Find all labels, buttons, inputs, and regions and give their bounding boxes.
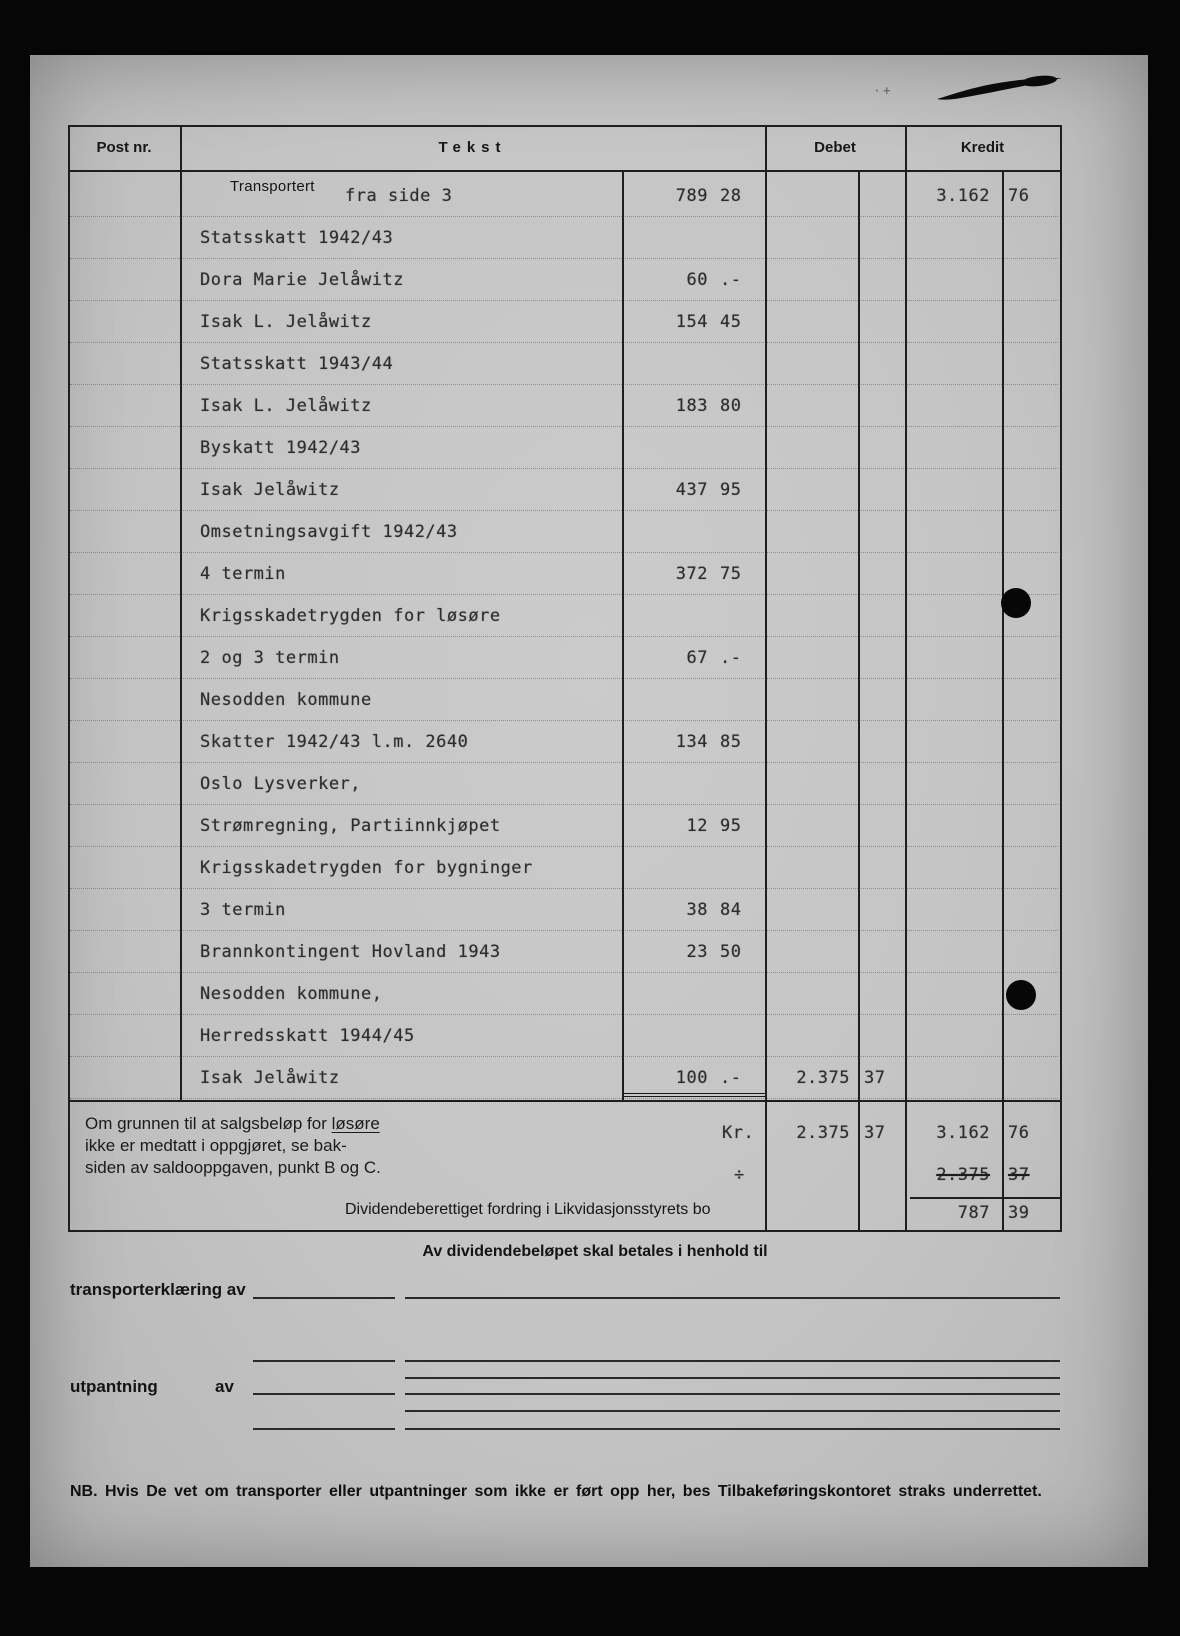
row-amount-ore: .- [720, 270, 742, 290]
row-kredit-kr: 3.162 [936, 186, 990, 206]
table-row [68, 469, 1060, 511]
note-line: ikke er medtatt i oppgjøret, se bak- [85, 1136, 347, 1155]
row-text: 4 termin [200, 564, 286, 584]
table-row [68, 595, 1060, 637]
row-text: Herredsskatt 1944/45 [200, 1026, 415, 1046]
row-text: Oslo Lysverker, [200, 774, 362, 794]
blank-line [405, 1360, 1060, 1362]
utpantning-label: utpantning [70, 1377, 158, 1396]
kr-label: Kr. [722, 1123, 755, 1143]
table-row [68, 847, 1060, 889]
table-row [68, 889, 1060, 931]
ink-mark [935, 73, 1065, 112]
transport-declaration-label: transporterklæring av [70, 1280, 246, 1299]
table-row [68, 217, 1060, 259]
grid-line [1060, 125, 1062, 1232]
row-amount-kr: 60 [686, 270, 708, 290]
row-text: Omsetningsavgift 1942/43 [200, 522, 458, 542]
row-text: Isak L. Jelåwitz [200, 312, 372, 332]
table-row [68, 259, 1060, 301]
row-text: Statsskatt 1942/43 [200, 228, 394, 248]
blank-line [253, 1297, 395, 1299]
transportert-label: Transportert [230, 178, 315, 195]
row-amount-kr: 38 [686, 900, 708, 920]
kredit-total-ore: 76 [1008, 1123, 1030, 1143]
table-row [68, 1015, 1060, 1057]
table-row [68, 427, 1060, 469]
subtraction-rule [910, 1197, 1060, 1199]
debet-total-ore: 37 [864, 1123, 886, 1143]
kredit-result-ore: 39 [1008, 1203, 1030, 1223]
kredit-result-kr: 787 [957, 1203, 990, 1223]
grid-line [68, 1230, 1062, 1232]
row-amount-kr: 437 [675, 480, 708, 500]
row-text: Isak L. Jelåwitz [200, 396, 372, 416]
row-text: Nesodden kommune, [200, 984, 383, 1004]
row-amount-kr: 372 [675, 564, 708, 584]
table-row [68, 931, 1060, 973]
table-row [68, 763, 1060, 805]
payment-heading: Av dividendebeløpet skal betales i henhold til [422, 1243, 768, 1260]
blank-line [253, 1393, 395, 1395]
row-text: 2 og 3 termin [200, 648, 340, 668]
table-row [68, 1057, 1060, 1099]
row-amount-kr: 183 [675, 396, 708, 416]
row-amount-ore: 80 [720, 396, 742, 416]
row-text: Brannkontingent Hovland 1943 [200, 942, 501, 962]
pencil-tick: · + [875, 83, 891, 98]
blank-line [405, 1297, 1060, 1299]
row-amount-ore: 84 [720, 900, 742, 920]
blank-line [405, 1410, 1060, 1412]
row-amount-kr: 789 [675, 186, 708, 206]
row-text: Statsskatt 1943/44 [200, 354, 394, 374]
debet-total-kr: 2.375 [796, 1123, 850, 1143]
kredit-minus-kr: 2.375 [936, 1165, 990, 1185]
row-debet-kr: 2.375 [796, 1068, 850, 1088]
row-amount-kr: 23 [686, 942, 708, 962]
kredit-minus-ore: 37 [1008, 1165, 1030, 1185]
table-header [68, 125, 1060, 170]
column-header-debet: Debet [814, 139, 856, 156]
av-label: av [215, 1377, 234, 1396]
row-amount-ore: 95 [720, 480, 742, 500]
table-row [68, 637, 1060, 679]
row-amount-kr: 134 [675, 732, 708, 752]
ledger-rows [68, 175, 1060, 1099]
grid-line [68, 1100, 1062, 1102]
nb-notice: NB. Hvis De vet om transporter eller utpantninger som ikke er ført opp her, bes Tilbakeføringskontoret straks underrettet. [70, 1483, 1042, 1500]
dividend-claim-line: Dividendeberettiget fordring i Likvidasjonsstyrets bo [345, 1201, 711, 1218]
row-amount-ore: 50 [720, 942, 742, 962]
row-amount-ore: 85 [720, 732, 742, 752]
table-row [68, 175, 1060, 217]
column-header-kredit: Kredit [960, 139, 1005, 156]
column-header-tekst: Tekst [438, 139, 507, 156]
table-row [68, 805, 1060, 847]
row-amount-kr: 67 [686, 648, 708, 668]
minus-sign: ÷ [734, 1165, 745, 1185]
blank-line [253, 1428, 395, 1430]
row-text: 3 termin [200, 900, 286, 920]
punch-hole [1006, 980, 1036, 1010]
row-text: Skatter 1942/43 l.m. 2640 [200, 732, 469, 752]
table-row [68, 511, 1060, 553]
note-line: Om grunnen til at salgsbeløp for løsøre [85, 1114, 380, 1133]
row-text: Dora Marie Jelåwitz [200, 270, 404, 290]
note-line: siden av saldooppgaven, punkt B og C. [85, 1158, 381, 1177]
column-header-post-nr: Post nr. [96, 139, 152, 156]
row-amount-ore: 75 [720, 564, 742, 584]
row-text: Krigsskadetrygden for løsøre [200, 606, 501, 626]
row-amount-kr: 154 [675, 312, 708, 332]
kredit-total-kr: 3.162 [936, 1123, 990, 1143]
ledger-page [30, 55, 1148, 1567]
row-text: Krigsskadetrygden for bygninger [200, 858, 533, 878]
row-text: Byskatt 1942/43 [200, 438, 362, 458]
row-text: Isak Jelåwitz [200, 1068, 340, 1088]
row-text: fra side 3 [345, 186, 453, 206]
blank-line [405, 1393, 1060, 1395]
row-amount-ore: 45 [720, 312, 742, 332]
row-amount-kr: 12 [686, 816, 708, 836]
row-text: Isak Jelåwitz [200, 480, 340, 500]
table-row [68, 679, 1060, 721]
punch-hole [1001, 588, 1031, 618]
grid-line [68, 170, 1062, 172]
row-amount-ore: .- [720, 1068, 742, 1088]
row-debet-ore: 37 [864, 1068, 886, 1088]
row-amount-ore: .- [720, 648, 742, 668]
table-row [68, 343, 1060, 385]
table-row [68, 721, 1060, 763]
table-row [68, 553, 1060, 595]
table-row [68, 973, 1060, 1015]
row-amount-ore: 95 [720, 816, 742, 836]
blank-line [405, 1377, 1060, 1379]
row-text: Nesodden kommune [200, 690, 372, 710]
blank-line [405, 1428, 1060, 1430]
note-block [85, 1113, 465, 1179]
table-row [68, 301, 1060, 343]
row-amount-kr: 100 [675, 1068, 708, 1088]
row-amount-ore: 28 [720, 186, 742, 206]
row-text: Strømregning, Partiinnkjøpet [200, 816, 501, 836]
table-row [68, 385, 1060, 427]
blank-line [253, 1360, 395, 1362]
row-kredit-ore: 76 [1008, 186, 1030, 206]
